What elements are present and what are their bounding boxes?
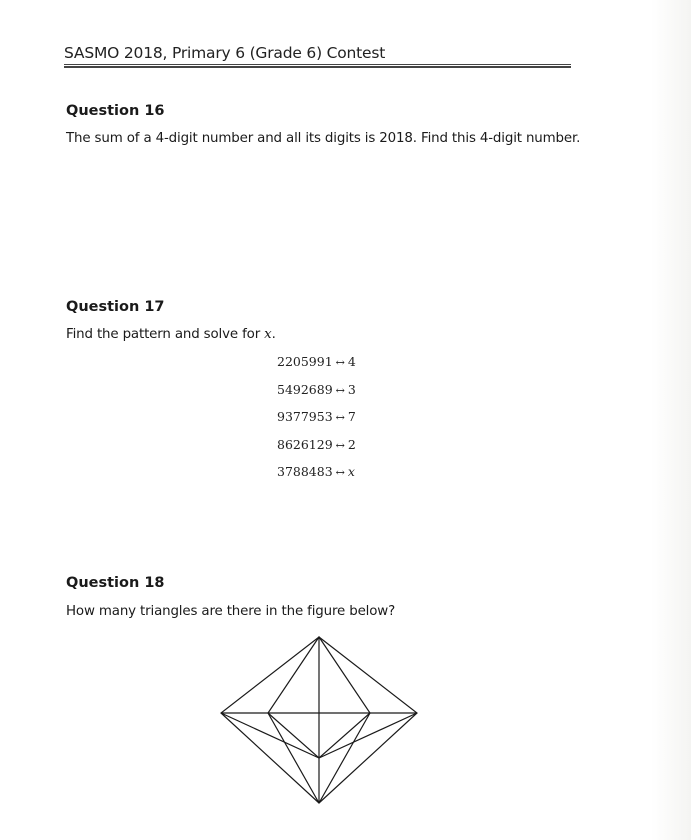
question-18-text: How many triangles are there in the figure below? bbox=[66, 604, 396, 619]
pattern-row bbox=[277, 381, 356, 409]
pattern-number: 8626129 bbox=[277, 436, 333, 452]
pattern-result: 2 bbox=[347, 436, 356, 452]
pattern-result: 7 bbox=[347, 409, 356, 424]
question-17-heading: Question 17 bbox=[66, 299, 165, 315]
pattern-row bbox=[277, 408, 356, 436]
pattern-result-unknown: x bbox=[347, 464, 355, 479]
figure-inner-right-line bbox=[319, 713, 370, 803]
triangles-figure-icon bbox=[219, 634, 419, 806]
left-right-arrow-icon: ↔ bbox=[335, 411, 345, 424]
question-18-heading: Question 18 bbox=[66, 575, 165, 591]
question-16-text: The sum of a 4-digit number and all its digits is 2018. Find this 4-digit number. bbox=[66, 131, 581, 146]
left-right-arrow-icon: ↔ bbox=[335, 356, 345, 369]
header-title: SASMO 2018, Primary 6 (Grade 6) Contest bbox=[64, 44, 386, 62]
triangles-figure bbox=[219, 634, 419, 810]
figure-lower-right-line bbox=[319, 713, 417, 758]
pattern-list bbox=[277, 353, 356, 491]
left-right-arrow-icon: ↔ bbox=[335, 466, 345, 479]
pattern-number: 3788483 bbox=[277, 464, 333, 479]
figure-lower-left-line bbox=[221, 713, 319, 758]
pattern-number: 9377953 bbox=[277, 409, 333, 424]
header-rule bbox=[64, 64, 571, 68]
question-17-variable: x bbox=[264, 327, 272, 342]
question-17-text-prefix: Find the pattern and solve for bbox=[66, 327, 265, 342]
pattern-row bbox=[277, 353, 356, 381]
left-right-arrow-icon: ↔ bbox=[335, 383, 345, 397]
question-17-text-suffix: . bbox=[271, 327, 276, 342]
pattern-row bbox=[277, 436, 356, 464]
page-edge-shadow bbox=[651, 0, 691, 840]
pattern-row bbox=[277, 463, 356, 491]
left-right-arrow-icon: ↔ bbox=[335, 438, 345, 452]
figure-inner-left-line bbox=[268, 713, 319, 803]
question-16-heading: Question 16 bbox=[66, 103, 165, 119]
pattern-number: 2205991 bbox=[277, 354, 333, 369]
pattern-result: 3 bbox=[347, 381, 356, 397]
question-17-text bbox=[66, 327, 276, 342]
pattern-result: 4 bbox=[347, 354, 356, 369]
pattern-number: 5492689 bbox=[277, 381, 333, 397]
